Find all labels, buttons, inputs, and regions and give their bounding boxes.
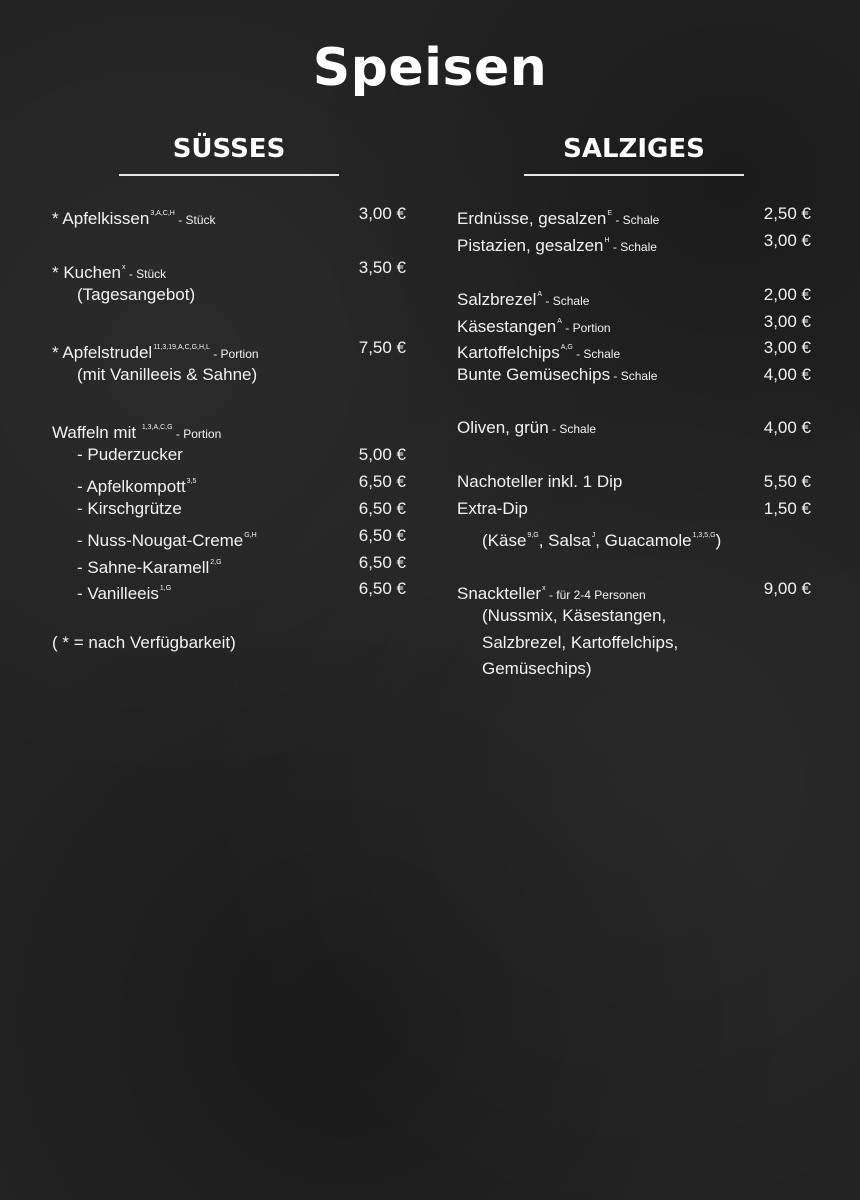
menu-item-apfelstrudel bbox=[52, 336, 259, 360]
item-name: Erdnüsse, gesalzen bbox=[457, 209, 607, 228]
item-name: - Puderzucker bbox=[77, 445, 183, 464]
item-price: 4,00 € bbox=[763, 365, 811, 384]
item-name: Salzbrezel bbox=[457, 290, 537, 309]
item-price: 1,50 € bbox=[763, 499, 811, 518]
item-name: - Vanilleeis bbox=[77, 584, 159, 603]
item-name: Kartoffelchips bbox=[457, 343, 560, 362]
item-unit: - Stück bbox=[125, 267, 167, 281]
section-heading-salziges bbox=[524, 134, 744, 176]
menu-item-kuchen bbox=[52, 256, 166, 280]
item-name: Pistazien, gesalzen bbox=[457, 236, 604, 255]
menu-item-salzbrezel bbox=[457, 283, 589, 307]
dip-text: (Käse bbox=[482, 531, 527, 550]
snack-contents-line: Salzbrezel, Kartoffelchips, bbox=[482, 633, 679, 652]
dip-text: , Guacamole bbox=[595, 531, 692, 550]
item-name: * Apfelkissen bbox=[52, 209, 150, 228]
page-title: Speisen bbox=[312, 38, 548, 98]
item-name: * Apfelstrudel bbox=[52, 343, 153, 362]
item-unit: - Schale bbox=[612, 213, 660, 227]
allergen-codes: x bbox=[542, 585, 546, 592]
menu-item-pistazien bbox=[457, 229, 657, 253]
waffle-option bbox=[77, 577, 171, 601]
item-unit: - Schale bbox=[610, 369, 658, 383]
item-note: (Tagesangebot) bbox=[77, 285, 196, 304]
dip-text: ) bbox=[715, 531, 722, 550]
item-name: - Apfelkompott bbox=[77, 477, 186, 496]
item-price: 2,50 € bbox=[763, 204, 811, 223]
waffle-option bbox=[77, 497, 182, 521]
item-unit: - Schale bbox=[609, 240, 657, 254]
item-price: 3,00 € bbox=[763, 231, 811, 250]
snack-contents-line: Gemüsechips) bbox=[482, 659, 592, 678]
availability-footnote: ( * = nach Verfügbarkeit) bbox=[52, 633, 236, 652]
waffle-option bbox=[77, 443, 183, 467]
item-price: 9,00 € bbox=[763, 579, 811, 598]
item-price: 6,50 € bbox=[358, 472, 406, 491]
item-name: Nachoteller inkl. 1 Dip bbox=[457, 472, 623, 491]
menu-item-kaesestangen bbox=[457, 310, 611, 334]
item-name: Snackteller bbox=[457, 584, 542, 603]
menu-item-erdnuesse bbox=[457, 202, 659, 226]
menu-item-extra-dip bbox=[457, 497, 528, 521]
item-unit: - Schale bbox=[542, 294, 590, 308]
item-unit: - Stück bbox=[174, 213, 216, 227]
item-price: 6,50 € bbox=[358, 579, 406, 598]
allergen-codes: E bbox=[607, 210, 612, 217]
item-unit: - Schale bbox=[548, 422, 597, 436]
heading-underline bbox=[524, 174, 744, 176]
item-price: 3,00 € bbox=[763, 338, 811, 357]
menu-item-nachoteller bbox=[457, 470, 622, 494]
item-price: 6,50 € bbox=[358, 499, 406, 518]
item-price: 2,00 € bbox=[763, 285, 811, 304]
section-heading-label: SALZIGES bbox=[563, 134, 705, 164]
dip-options-note bbox=[482, 524, 721, 548]
item-name: - Sahne-Karamell bbox=[77, 558, 210, 577]
allergen-codes: 3,A,C,H bbox=[150, 210, 175, 217]
allergen-codes: 1,3,5,G bbox=[692, 532, 716, 539]
item-unit: - Portion bbox=[209, 347, 259, 361]
item-name: Bunte Gemüsechips bbox=[457, 365, 611, 384]
menu-item-snackteller bbox=[457, 577, 646, 601]
allergen-codes: J bbox=[591, 532, 596, 539]
section-heading-label: SÜSSES bbox=[172, 134, 286, 164]
menu-item-waffeln bbox=[52, 416, 221, 440]
item-name: - Nuss-Nougat-Creme bbox=[77, 531, 244, 550]
item-price: 7,50 € bbox=[358, 338, 406, 357]
waffle-option bbox=[77, 551, 222, 575]
allergen-codes: A bbox=[557, 318, 562, 325]
item-price: 3,00 € bbox=[358, 204, 406, 223]
item-unit: - Schale bbox=[572, 347, 621, 361]
allergen-codes: 11,3,19,A,C,G,H,L bbox=[153, 344, 210, 351]
item-price: 4,00 € bbox=[763, 418, 811, 437]
item-price: 5,00 € bbox=[358, 445, 406, 464]
allergen-codes: A bbox=[537, 291, 543, 298]
section-heading-suesses bbox=[119, 134, 339, 176]
dip-text: , Salsa bbox=[538, 531, 591, 550]
item-unit: - Portion bbox=[172, 427, 222, 441]
menu-item-oliven bbox=[457, 416, 596, 440]
menu-item-gemuesechips bbox=[457, 363, 657, 387]
allergen-codes: 2,G bbox=[210, 559, 222, 566]
menu-item-kartoffelchips bbox=[457, 336, 620, 360]
item-name: Oliven, grün bbox=[457, 418, 549, 437]
allergen-codes: 1,G bbox=[159, 585, 172, 592]
item-price: 3,50 € bbox=[358, 258, 406, 277]
heading-underline bbox=[119, 174, 339, 176]
allergen-codes: 1,3,A,C,G bbox=[141, 424, 173, 431]
item-price: 6,50 € bbox=[358, 526, 406, 545]
allergen-codes: H bbox=[604, 237, 610, 244]
item-price: 5,50 € bbox=[763, 472, 811, 491]
item-name: * Kuchen bbox=[52, 263, 121, 282]
item-name: Extra-Dip bbox=[457, 499, 528, 518]
item-name: - Kirschgrütze bbox=[77, 499, 182, 518]
allergen-codes: 3,5 bbox=[186, 478, 197, 485]
menu-item-apfelkissen bbox=[52, 202, 216, 226]
item-name: Käsestangen bbox=[457, 317, 557, 336]
item-name: Waffeln mit bbox=[52, 423, 137, 442]
waffle-option bbox=[77, 524, 257, 548]
waffle-option bbox=[77, 470, 196, 494]
allergen-codes: G,H bbox=[244, 532, 257, 539]
allergen-codes: x bbox=[122, 264, 126, 271]
snack-contents-line: (Nussmix, Käsestangen, bbox=[482, 606, 667, 625]
item-price: 3,00 € bbox=[763, 312, 811, 331]
item-price: 6,50 € bbox=[358, 553, 406, 572]
item-note: (mit Vanilleeis & Sahne) bbox=[77, 365, 258, 384]
allergen-codes: A,G bbox=[560, 344, 573, 351]
item-unit: - für 2-4 Personen bbox=[545, 588, 646, 602]
item-unit: - Portion bbox=[561, 321, 611, 335]
allergen-codes: 9,G bbox=[527, 532, 539, 539]
